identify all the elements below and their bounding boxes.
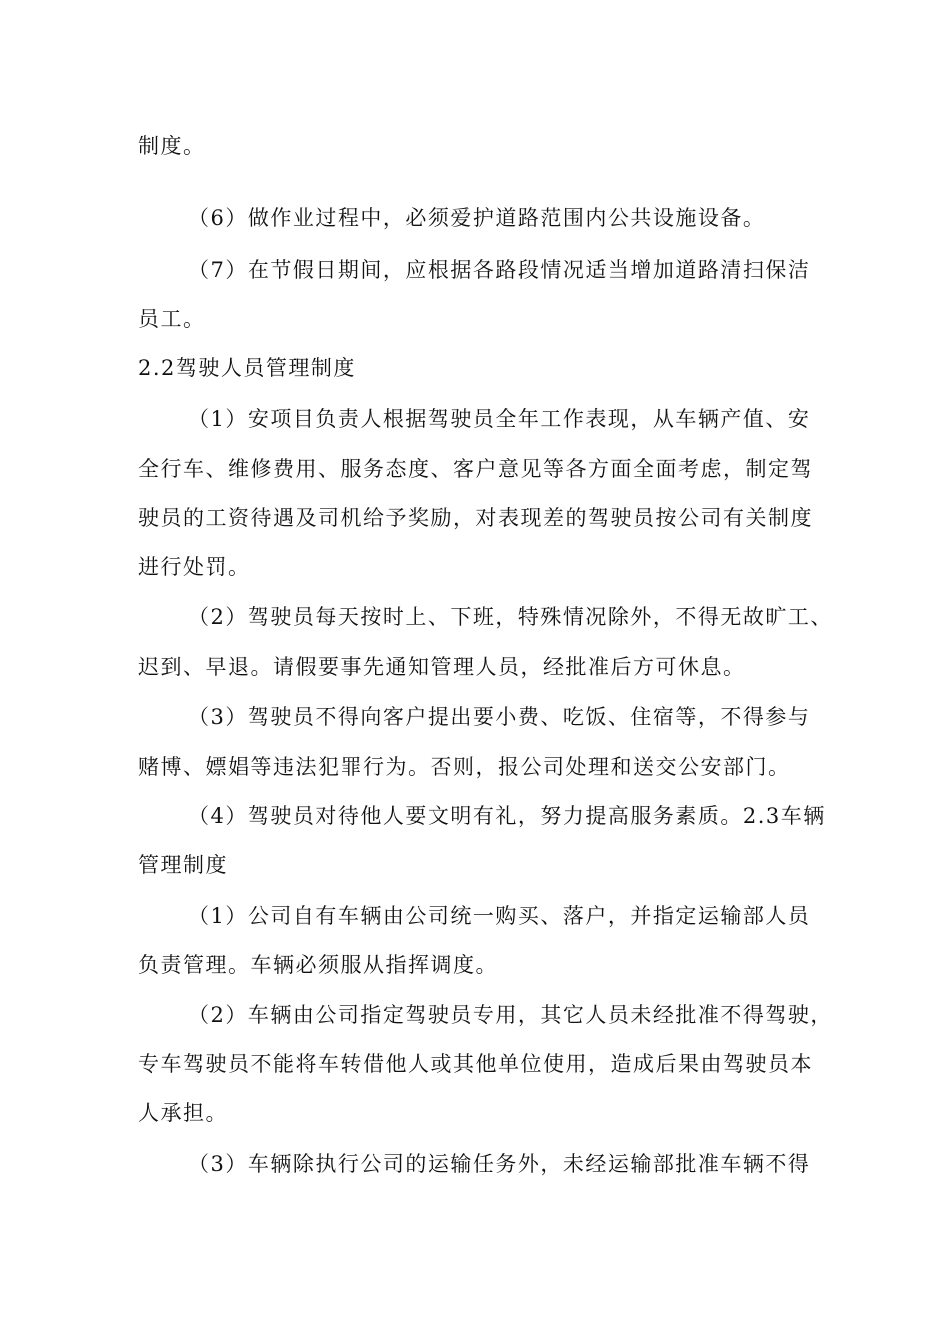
section-heading: 管理制度: [138, 853, 228, 877]
text-line: （2）车辆由公司指定驾驶员专用，其它人员未经批准不得驾驶，: [188, 1003, 833, 1027]
text-line: 制度。: [138, 134, 206, 158]
text-line: 进行处罚。: [138, 555, 251, 579]
text-line: （3）驾驶员不得向客户提出要小费、吃饭、住宿等，不得参与: [188, 705, 811, 729]
text-line: （6）做作业过程中，必须爱护道路范围内公共设施设备。: [188, 206, 766, 230]
text-line: 人承担。: [138, 1101, 228, 1125]
text-line: 员工。: [138, 307, 206, 331]
section-heading: 2.2驾驶人员管理制度: [138, 356, 356, 380]
text-line: 迟到、早退。请假要事先通知管理人员，经批准后方可休息。: [138, 655, 746, 679]
text-line: （7）在节假日期间，应根据各路段情况适当增加道路清扫保洁: [188, 258, 811, 282]
text-line: （3）车辆除执行公司的运输任务外，未经运输部批准车辆不得: [188, 1152, 811, 1176]
text-line: 全行车、维修费用、服务态度、客户意见等各方面全面考虑，制定驾: [138, 457, 813, 481]
text-line: （2）驾驶员每天按时上、下班，特殊情况除外，不得无故旷工、: [188, 605, 833, 629]
text-line: 负责管理。车辆必须服从指挥调度。: [138, 953, 498, 977]
text-line: （1）公司自有车辆由公司统一购买、落户，并指定运输部人员: [188, 904, 811, 928]
text-line: （4）驾驶员对待他人要文明有礼，努力提高服务素质。2.3车辆: [188, 804, 826, 828]
text-line: 驶员的工资待遇及司机给予奖励，对表现差的驾驶员按公司有关制度: [138, 506, 813, 530]
text-line: 专车驾驶员不能将车转借他人或其他单位使用，造成后果由驾驶员本: [138, 1052, 813, 1076]
text-line: （1）安项目负责人根据驾驶员全年工作表现，从车辆产值、安: [188, 407, 811, 431]
text-line: 赌博、嫖娼等违法犯罪行为。否则，报公司处理和送交公安部门。: [138, 755, 791, 779]
